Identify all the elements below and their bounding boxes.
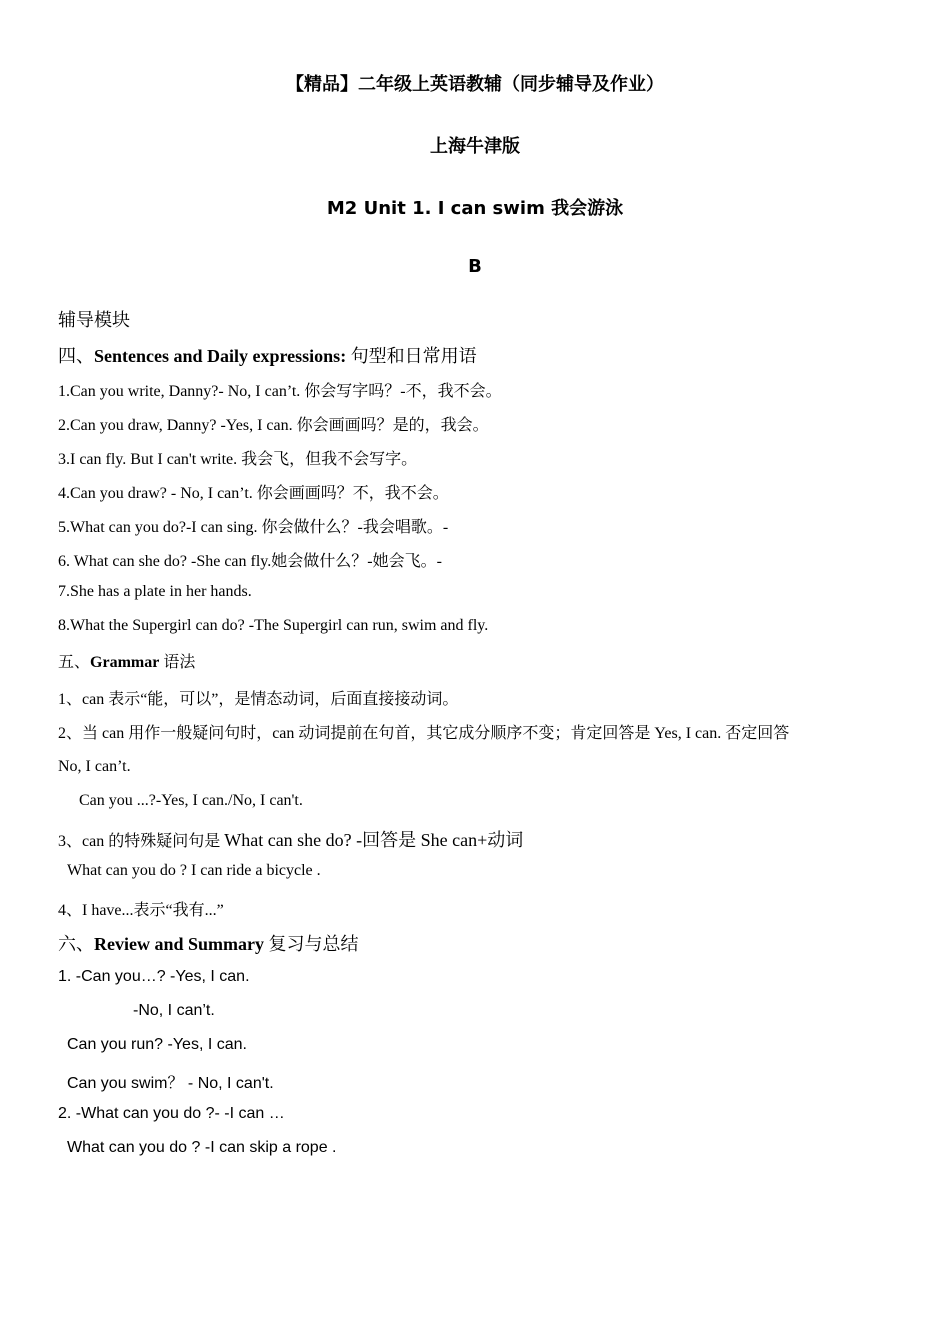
grammar-example: Can you ...?-Yes, I can./No, I can't. bbox=[79, 792, 303, 809]
section6-prefix: 六、 bbox=[58, 934, 94, 954]
summary-line: What can you do ? -I can skip a rope . bbox=[67, 1139, 337, 1156]
grammar-item-3-main: What can she do? -回答是 She can+动词 bbox=[224, 830, 524, 850]
grammar-item-3-lead: 3、can 的特殊疑问句是 bbox=[58, 833, 225, 850]
section4-heading bbox=[58, 342, 477, 368]
sentence-item: 8.What the Supergirl can do? -The Supergirl can run, swim and fly. bbox=[58, 617, 489, 634]
sentence-item: 4.Can you draw? - No, I can’t. 你会画画吗？不，我不会。 bbox=[58, 485, 449, 502]
edition-label: 上海牛津版 bbox=[430, 136, 520, 157]
summary-line: -No, I can’t. bbox=[133, 1002, 215, 1019]
section6-heading-cn: 复习与总结 bbox=[264, 934, 359, 954]
sentence-item: 7.She has a plate in her hands. bbox=[58, 583, 252, 600]
summary-line: 1. -Can you…? -Yes, I can. bbox=[58, 968, 250, 985]
section5-heading bbox=[58, 649, 195, 672]
module-label: 辅导模块 bbox=[58, 310, 130, 330]
level-label: B bbox=[468, 256, 482, 277]
section5-heading-cn: 语法 bbox=[159, 654, 196, 671]
section5-heading-en: Grammar bbox=[90, 654, 160, 671]
section4-prefix: 四、 bbox=[58, 346, 94, 366]
sentence-item: 1.Can you write, Danny?- No, I can’t. 你会写字吗？-不，我不会。 bbox=[58, 383, 502, 400]
sentence-item: 6. What can she do? -She can fly.她会做什么？-她会飞。- bbox=[58, 553, 442, 570]
grammar-item-1: 1、can 表示“能，可以”，是情态动词，后面直接接动词。 bbox=[58, 691, 459, 708]
summary-line: Can you run? -Yes, I can. bbox=[67, 1036, 247, 1053]
section6-heading-en: Review and Summary bbox=[94, 934, 264, 954]
section5-prefix: 五、 bbox=[58, 654, 91, 671]
grammar-item-3 bbox=[58, 826, 523, 852]
unit-title: M2 Unit 1. I can swim 我会游泳 bbox=[326, 198, 624, 219]
document-title: 【精品】二年级上英语教辅（同步辅导及作业） bbox=[286, 74, 664, 95]
section4-heading-cn: 句型和日常用语 bbox=[346, 346, 477, 366]
sentence-item: 2.Can you draw, Danny? -Yes, I can. 你会画画吗？是的，我会。 bbox=[58, 417, 489, 434]
sentence-item: 3.I can fly. But I can't write. 我会飞，但我不会写字。 bbox=[58, 451, 418, 468]
sentence-item: 5.What can you do?-I can sing. 你会做什么？-我会唱歌。- bbox=[58, 519, 449, 536]
grammar-example: What can you do ? I can ride a bicycle . bbox=[67, 862, 321, 879]
section6-heading bbox=[58, 930, 359, 956]
grammar-item-4: 4、I have...表示“我有...” bbox=[58, 902, 224, 919]
summary-line: 2. -What can you do ?- -I can … bbox=[58, 1105, 285, 1122]
grammar-item-2-continued: No, I can’t. bbox=[58, 758, 131, 775]
grammar-item-2: 2、当 can 用作一般疑问句时，can 动词提前在句首，其它成分顺序不变；肯定回答是 Yes, I can. 否定回答 bbox=[58, 725, 790, 742]
summary-line: Can you swim？ - No, I can't. bbox=[67, 1075, 274, 1092]
section4-heading-en: Sentences and Daily expressions: bbox=[94, 346, 347, 366]
